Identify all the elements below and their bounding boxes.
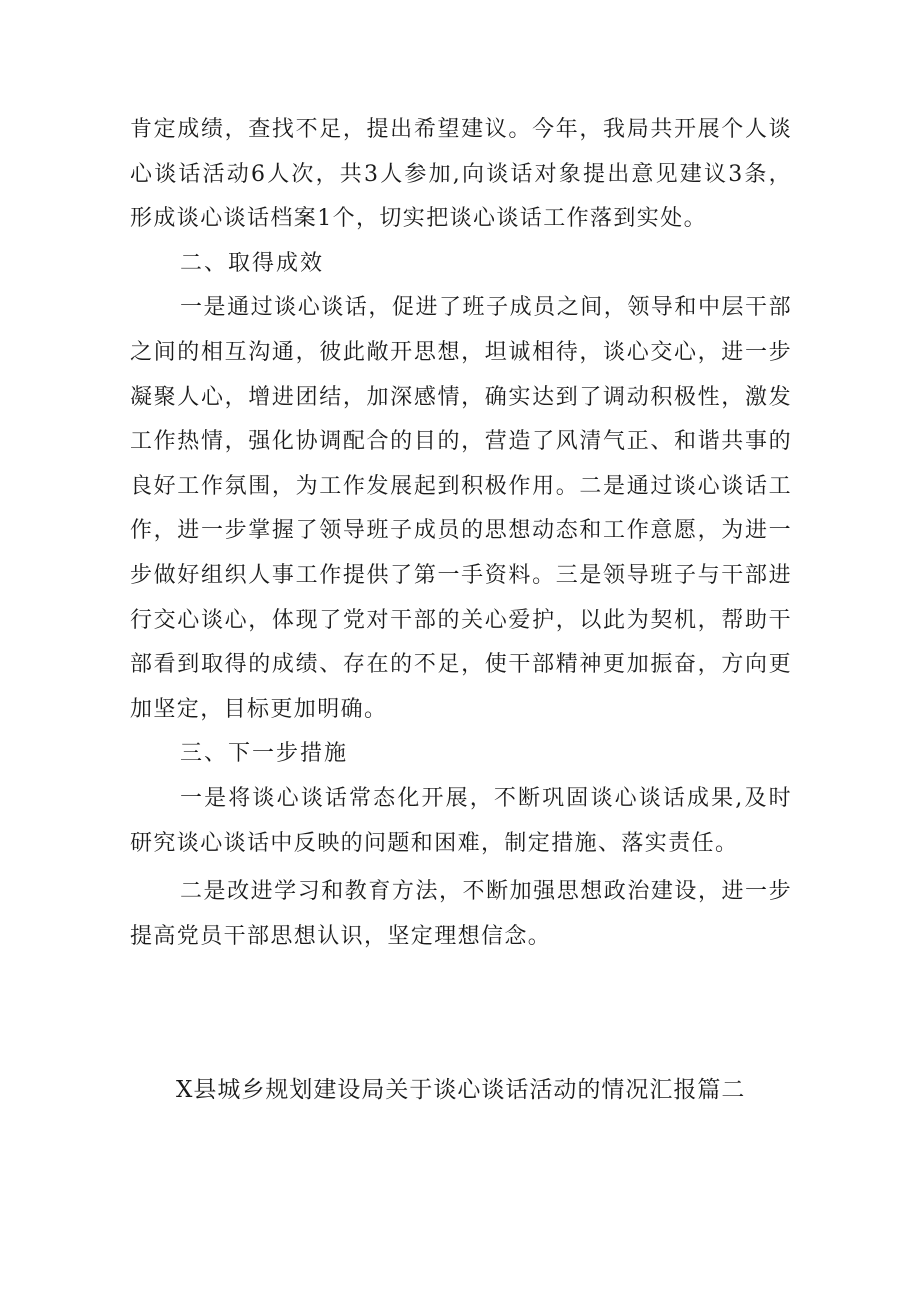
document-body [130, 108, 792, 959]
section-heading-results: 二、取得成效 [180, 250, 325, 276]
paragraph-measure-two: 二是改进学习和教育方法，不断加强思想政治建设，进一步提高党员干部思想认识，坚定理想信念。 [130, 879, 792, 949]
paragraph-results: 一是通过谈心谈话，促进了班子成员之间，领导和中层干部之间的相互沟通，彼此敞开思想，坦诚相待，谈心交心，进一步凝聚人心，增进团结，加深感情，确实达到了调动积极性，激发工作热情，强化协调配合的目的，营造了风清气正、和谐共事的良好工作氛围，为工作发展起到积极作用。二是通过谈心谈话工作，进一步掌握了领导班子成员的思想动态和工作意愿，为进一步做好组织人事工作提供了第一手资料。三是领导班子与干部进行交心谈心，体现了党对干部的关心爱护，以此为契机，帮助干部看到取得的成绩、存在的不足，使干部精神更加振奋，方向更加坚定，目标更加明确。 [130, 295, 792, 722]
next-document-title: X县城乡规划建设局关于谈心谈话活动的情况汇报篇二 [176, 1077, 746, 1103]
section-heading-next-steps: 三、下一步措施 [180, 741, 349, 767]
paragraph-measure-one: 一是将谈心谈话常态化开展，不断巩固谈心谈话成果,及时研究谈心谈话中反映的问题和困难，制定措施、落实责任。 [130, 785, 792, 856]
paragraph-continuation: 肯定成绩，查找不足，提出希望建议。今年，我局共开展个人谈心谈话活动6人次，共3人参加,向谈话对象提出意见建议3条，形成谈心谈话档案1个，切实把谈心谈话工作落到实处。 [130, 117, 792, 232]
